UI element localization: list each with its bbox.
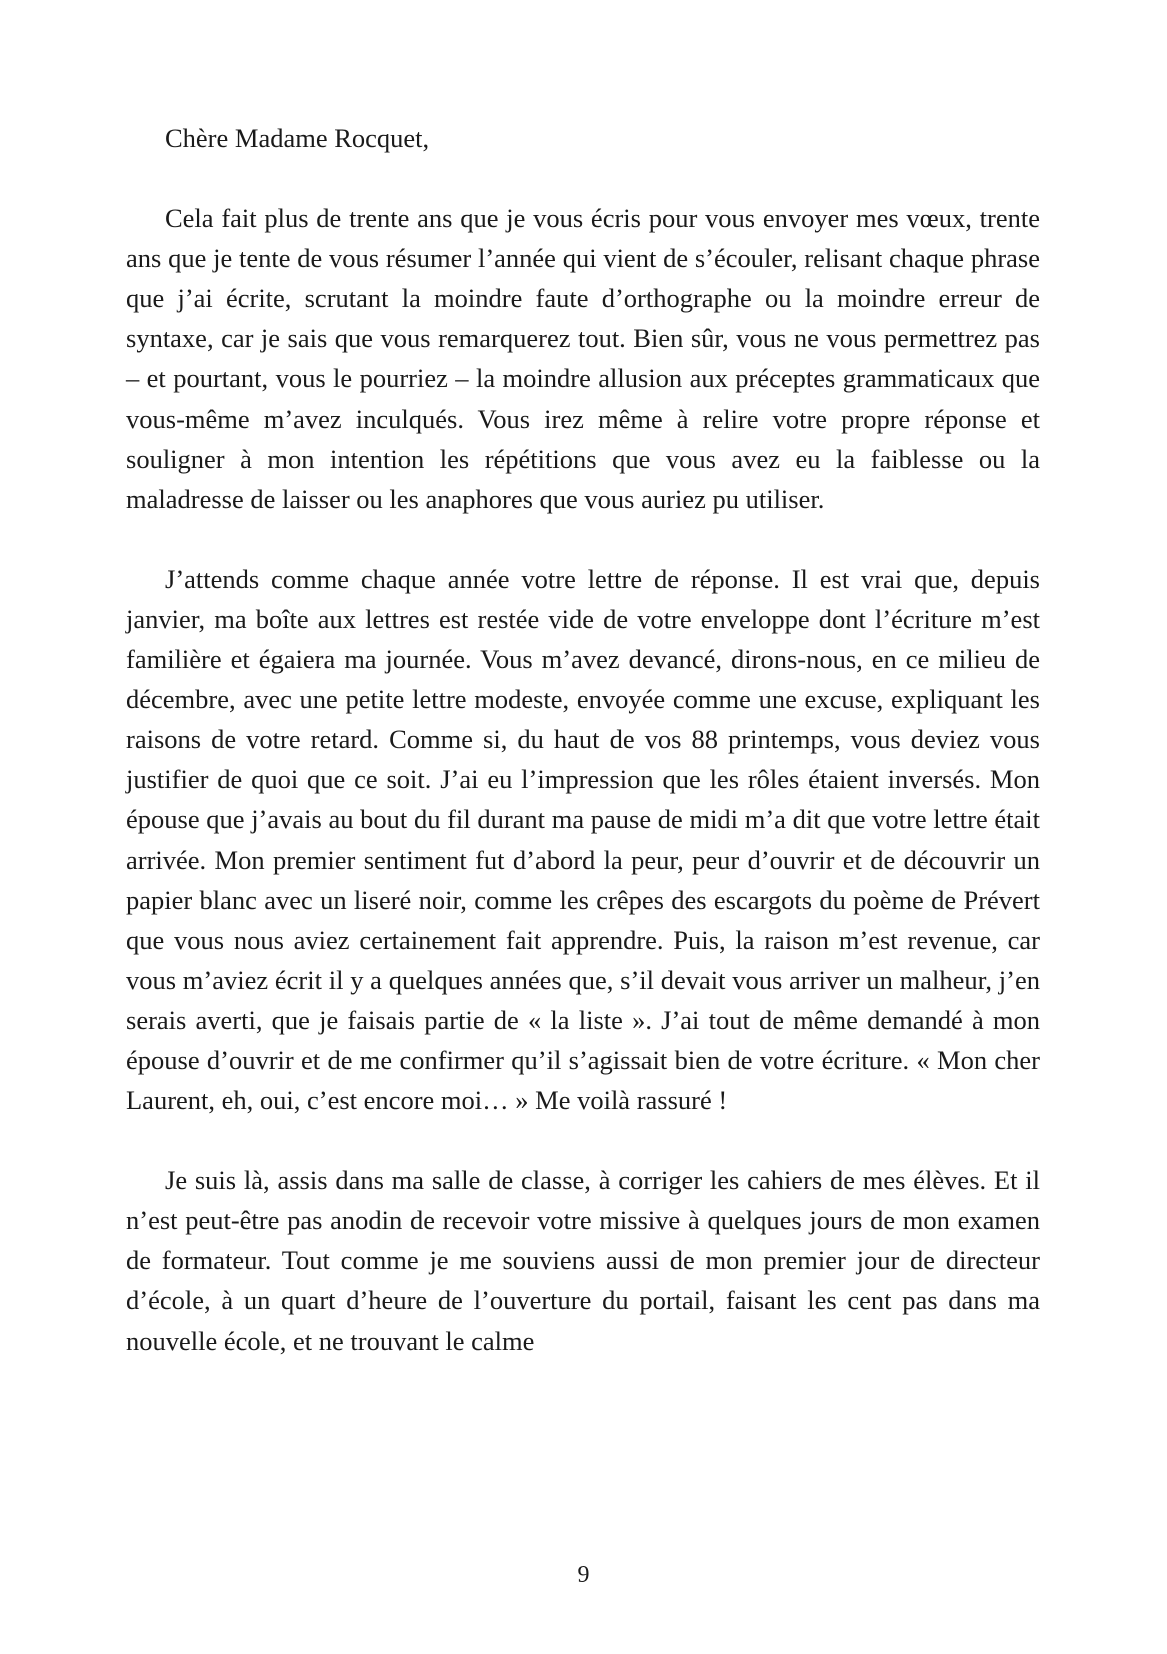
- paragraph-spacer: [126, 519, 1040, 559]
- paragraph-spacer: [126, 158, 1040, 198]
- page-number: 9: [577, 1562, 590, 1588]
- paragraph-3: Je suis là, assis dans ma salle de classe, à corriger les cahiers de mes élèves. Et il n’est peut-être pas anodin de recevoir votre missive à quelques jours de mon examen de formateur. Tout comme je me souviens aussi de mon premier jour de directeur d’école, à un quart d’heure de l’ouverture du portail, faisant les cent pas dans ma nouvelle école, et ne trouvant le calme: [126, 1165, 1040, 1356]
- paragraph-2: J’attends comme chaque année votre lettre de réponse. Il est vrai que, depuis janvier, ma boîte aux lettres est restée vide de votre enveloppe dont l’écriture m’est familière et égaiera ma journée. Vous m’avez devancé, dirons-nous, en ce milieu de décembre, avec une petite lettre modeste, envoyée comme une excuse, expliquant les raisons de votre retard. Comme si, du haut de vos 88 printemps, vous deviez vous justifier de quoi que ce soit. J’ai eu l’impression que les rôles étaient inversés. Mon épouse que j’avais au bout du fil durant ma pause de midi m’a dit que votre lettre était arrivée. Mon premier sentiment fut d’abord la peur, peur d’ouvrir et de découvrir un papier blanc avec un liseré noir, comme les crêpes des escargots du poème de Prévert que vous nous aviez certainement fait apprendre. Puis, la raison m’est revenue, car vous m’aviez écrit il y a quelques années que, s’il devait vous arriver un malheur, j’en serais averti, que je faisais partie de « la liste ». J’ai tout de même demandé à mon épouse d’ouvrir et de me confirmer qu’il s’agissait bien de votre écriture. « Mon cher Laurent, eh, oui, c’est encore moi… » Me voilà rassuré !: [126, 563, 1040, 1116]
- paragraph-spacer: [126, 1120, 1040, 1160]
- letter-body: [126, 118, 1040, 1361]
- salutation: Chère Madame Rocquet,: [165, 123, 430, 153]
- paragraph-1: Cela fait plus de trente ans que je vous écris pour vous envoyer mes vœux, trente ans que je tente de vous résumer l’année qui vient de s’écouler, relisant chaque phrase que j’ai écrite, scrutant la moindre faute d’orthographe ou la moindre erreur de syntaxe, car je sais que vous remarquerez tout. Bien sûr, vous ne vous permettrez pas – et pourtant, vous le pourriez – la moindre allusion aux préceptes grammaticaux que vous-même m’avez inculqués. Vous irez même à relire votre propre réponse et souligner à mon intention les répétitions que vous avez eu la faiblesse ou la maladresse de laisser ou les anaphores que vous auriez pu utiliser.: [126, 203, 1040, 514]
